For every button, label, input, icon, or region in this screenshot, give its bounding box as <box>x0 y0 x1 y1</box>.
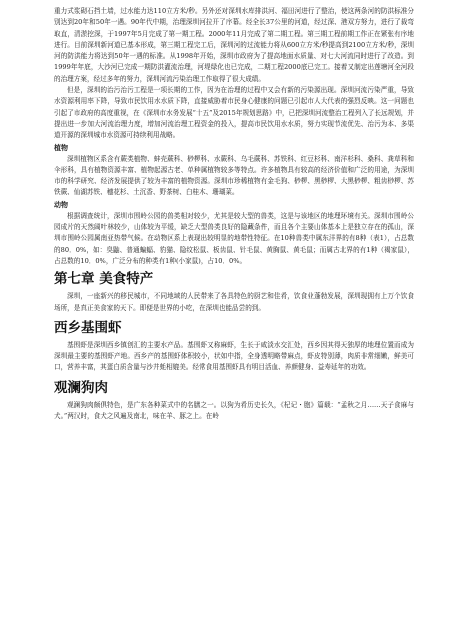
xixiang-shrimp-title: 西乡基围虾 <box>54 319 122 336</box>
plants-heading: 植物 <box>54 142 68 152</box>
document-page <box>54 6 414 422</box>
animals-paragraph: 根据调查统计，深圳市围岭公园的兽类相对较少，尤其是较大型的兽类，这是与该地区的地理环境有关。深圳市围岭公园成片的天然阔叶林较少，山体较为平缓，缺乏大型兽类良好的隐藏条件，而且各个主要山体基本上是独立存在的孤山，深圳市围岭公园属南亚热带气候。在动物区系上表现出较明显的地带性特征。在10种兽类中属东洋界的有8种（表1），占总数的80．0%，如：臭鼬、普通蝙蝠、豹猫、隐纹松鼠、板齿鼠、针毛鼠、黄胸鼠、黄毛鼠；而属古北界的有1种（褐家鼠），占总数的10．0%，广泛分布的种类有1种(小家鼠)，占10．0%。 <box>54 211 414 265</box>
guanlan-dog-meat-paragraph: 观澜狗肉颇俱特色，是广东各种菜式中的名膳之一。以狗为肴历史长久，《杞记・胞》篇载：“孟秋之月……天子食麻与犬。”两汉时，食犬之风遍及南北，味在羊、豚之上。在岭 <box>54 400 414 421</box>
animals-heading: 动物 <box>54 199 68 209</box>
xixiang-shrimp-paragraph: 基围虾是深圳西乡镇创汇的主要水产品。基围虾又称麻虾，生长于咸淡水交汇处，西乡因其得天独厚的地理位置而成为深圳最主要的基围虾产地。西乡产的基围虾体积较小，状如中指，全身透明略带麻点，虾皮特别薄，肉质非常细嫩，鲜美可口，营养丰富，其蛋白质含量与沙井蚝相媲美。经常食用基围虾具有明目活血、养颜健身、益寿延年的功效。 <box>54 340 414 372</box>
plants-paragraph: 深圳植物区系含有蕨类植物、蚌壳蕨科、桫椤科、水蕨科、乌毛蕨科、苏铁科、红豆杉科、南洋杉科、桑科、龚草科和伞形科，具有植物资源丰富、植物起源古老、单种属植物较多等特点。许多植物具有较高的经济价值和广泛的用途，为深圳市的科学研究、经济发展提供了较为丰富的植物资源。深圳市珍稀植物有金毛狗、桫椤、黑桫椤、大黑桫椤、粗齿桫椤、苏铁蕨、仙湖苏铁、穗花杉、土沉香、野茶树、白桂木、珊瑚菜。 <box>54 154 414 197</box>
chapter-7-paragraph: 深圳，一座新兴的移民城市，不同地域的人民带来了各具特色的厨艺和佳肴，饮食业蓬勃发展，深圳现拥有上万个饮食场所，是真正美食家的天下。即便是世界的小吃，在深圳也能品尝的到。 <box>54 292 414 312</box>
water-management-paragraph-1: 重力式浆砌石挡土墙，过水能力达110立方米/秒。另外还对深圳水库排洪河、福田河进行了整治，使这两条河的防洪标准分别达到20年和50年一遇。90年代中期，治理深圳河拉开了序幕。经全长37公里的河道，经过深、港双方努力，进行了裁弯取直，清淤挖深，于1997年5月完成了第一期工程。2000年11月完成了第二期工程。第三期工程前期工作正在紧张有序地进行。目前深圳新河道已基本形成，第三期工程完工后，深圳河的过流能力将从600立方米/秒提高到2100立方米/秒，深圳河的防洪能力将达到50年一遇的标准。从1998年开始，深圳市政府为了提高地面水质量、对七大河流同时进行了改造。到1999年年底，大沙河已完成一期防洪灌流治理，河堤绿化也已完成，二期工程2000底已完工。接着又制定出莲塘河全河段的治理方案，经过多年的努力，深圳河流污染治理工作取得了很大成绩。 <box>54 7 414 83</box>
guanlan-dog-meat-title: 观澜狗肉 <box>54 379 108 396</box>
water-management-paragraph-2: 但是，深圳的治污治污工程是一项长期的工作，因为在治理的过程中又会有新的污染源出现。深圳河流污染严重，导致水资源利用率下降，导致市民饮用水水质下降，直接威胁着市民身心健康的问题已引起市人大代表的强烈反映。这一问题也引起了市政府的高度重视，在《深圳市水务发展“十五”及2015年规划思路》中，已把深圳河流整治工程列入了长远规划，并提出进一步加大河流治理力度，增加河流治理工程资金的投入，提高市民饮用水水质，努力实现节流优先、治污为本、多渠道开源的深圳城市水资源可持续利用战略。 <box>54 86 414 140</box>
chapter-7-title: 第七章 美食特产 <box>54 271 154 288</box>
